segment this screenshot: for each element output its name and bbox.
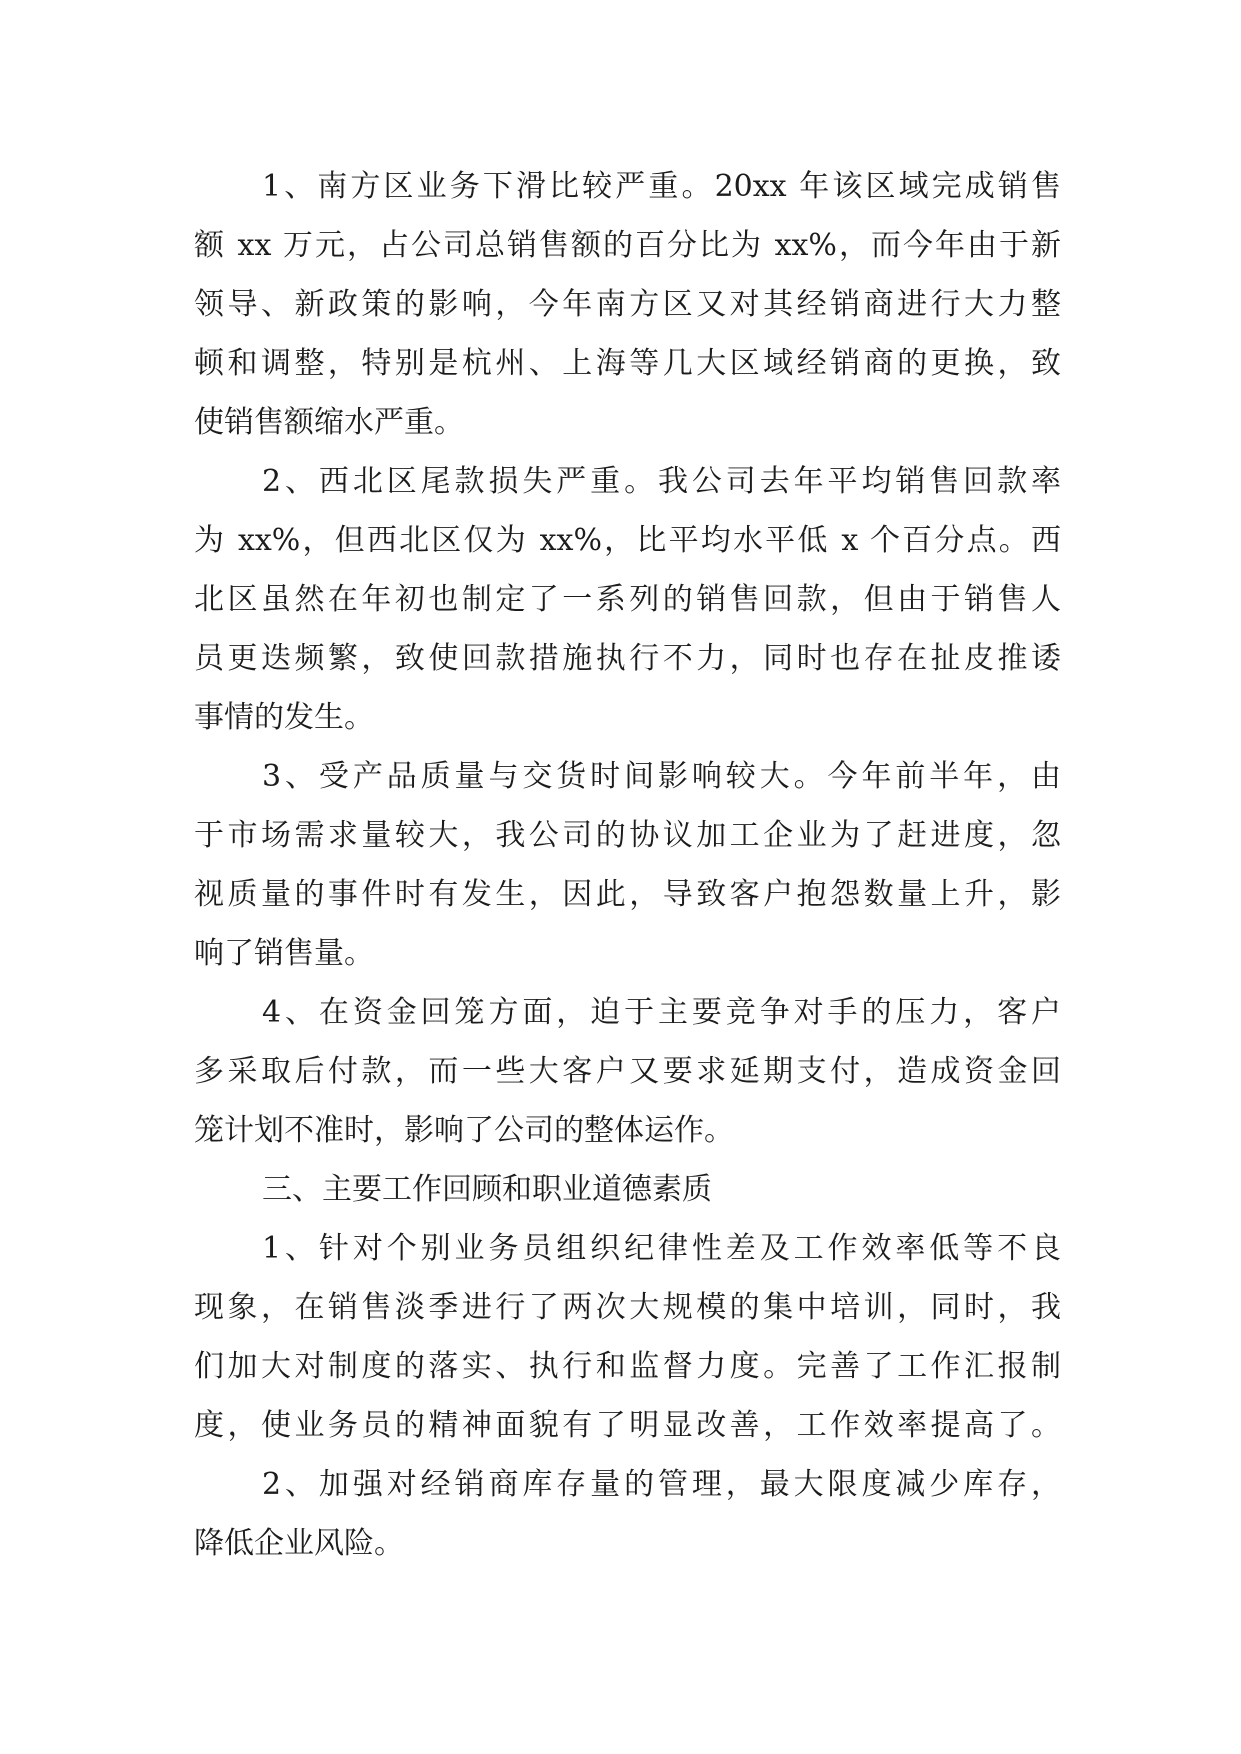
section-heading [194, 1160, 1061, 1219]
text-line: 额 xx 万元，占公司总销售额的百分比为 xx%，而今年由于新 [194, 228, 1061, 263]
document-body [194, 157, 1061, 1573]
text-line: 为 xx%，但西北区仅为 xx%，比平均水平低 x 个百分点。西 [194, 523, 1061, 558]
text-line: 顿和调整，特别是杭州、上海等几大区域经销商的更换，致 [194, 346, 1061, 381]
text-line: 度，使业务员的精神面貌有了明显改善，工作效率提高了。 [194, 1408, 1061, 1443]
text-line: 3、受产品质量与交货时间影响较大。今年前半年，由 [262, 759, 1061, 794]
paragraph-northwest-region [194, 452, 1061, 747]
text-line: 4、在资金回笼方面，迫于主要竞争对手的压力，客户 [262, 995, 1061, 1030]
paragraph-inventory [194, 1455, 1061, 1573]
paragraph-product-quality [194, 747, 1061, 983]
section-heading-text: 三、主要工作回顾和职业道德素质 [262, 1172, 712, 1207]
text-line: 们加大对制度的落实、执行和监督力度。完善了工作汇报制 [194, 1349, 1061, 1384]
text-line: 使销售额缩水严重。 [194, 405, 464, 440]
paragraph-training [194, 1219, 1061, 1455]
text-line: 响了销售量。 [194, 936, 374, 971]
text-line: 事情的发生。 [194, 700, 374, 735]
text-line: 2、加强对经销商库存量的管理，最大限度减少库存， [262, 1467, 1061, 1502]
text-line: 员更迭频繁，致使回款措施执行不力，同时也存在扯皮推诿 [194, 641, 1061, 676]
text-line: 2、西北区尾款损失严重。我公司去年平均销售回款率 [262, 464, 1061, 499]
text-line: 1、南方区业务下滑比较严重。20xx 年该区域完成销售 [262, 169, 1061, 204]
paragraph-fund-collection [194, 983, 1061, 1160]
text-line: 1、针对个别业务员组织纪律性差及工作效率低等不良 [262, 1231, 1061, 1266]
text-line: 多采取后付款，而一些大客户又要求延期支付，造成资金回 [194, 1054, 1061, 1089]
text-line: 视质量的事件时有发生，因此，导致客户抱怨数量上升，影 [194, 877, 1061, 912]
text-line: 现象，在销售淡季进行了两次大规模的集中培训，同时，我 [194, 1290, 1061, 1325]
text-line: 于市场需求量较大，我公司的协议加工企业为了赶进度，忽 [194, 818, 1061, 853]
text-line: 笼计划不准时，影响了公司的整体运作。 [194, 1113, 734, 1148]
text-line: 北区虽然在年初也制定了一系列的销售回款，但由于销售人 [194, 582, 1061, 617]
paragraph-south-region [194, 157, 1061, 452]
text-line: 降低企业风险。 [194, 1526, 404, 1561]
text-line: 领导、新政策的影响，今年南方区又对其经销商进行大力整 [194, 287, 1061, 322]
